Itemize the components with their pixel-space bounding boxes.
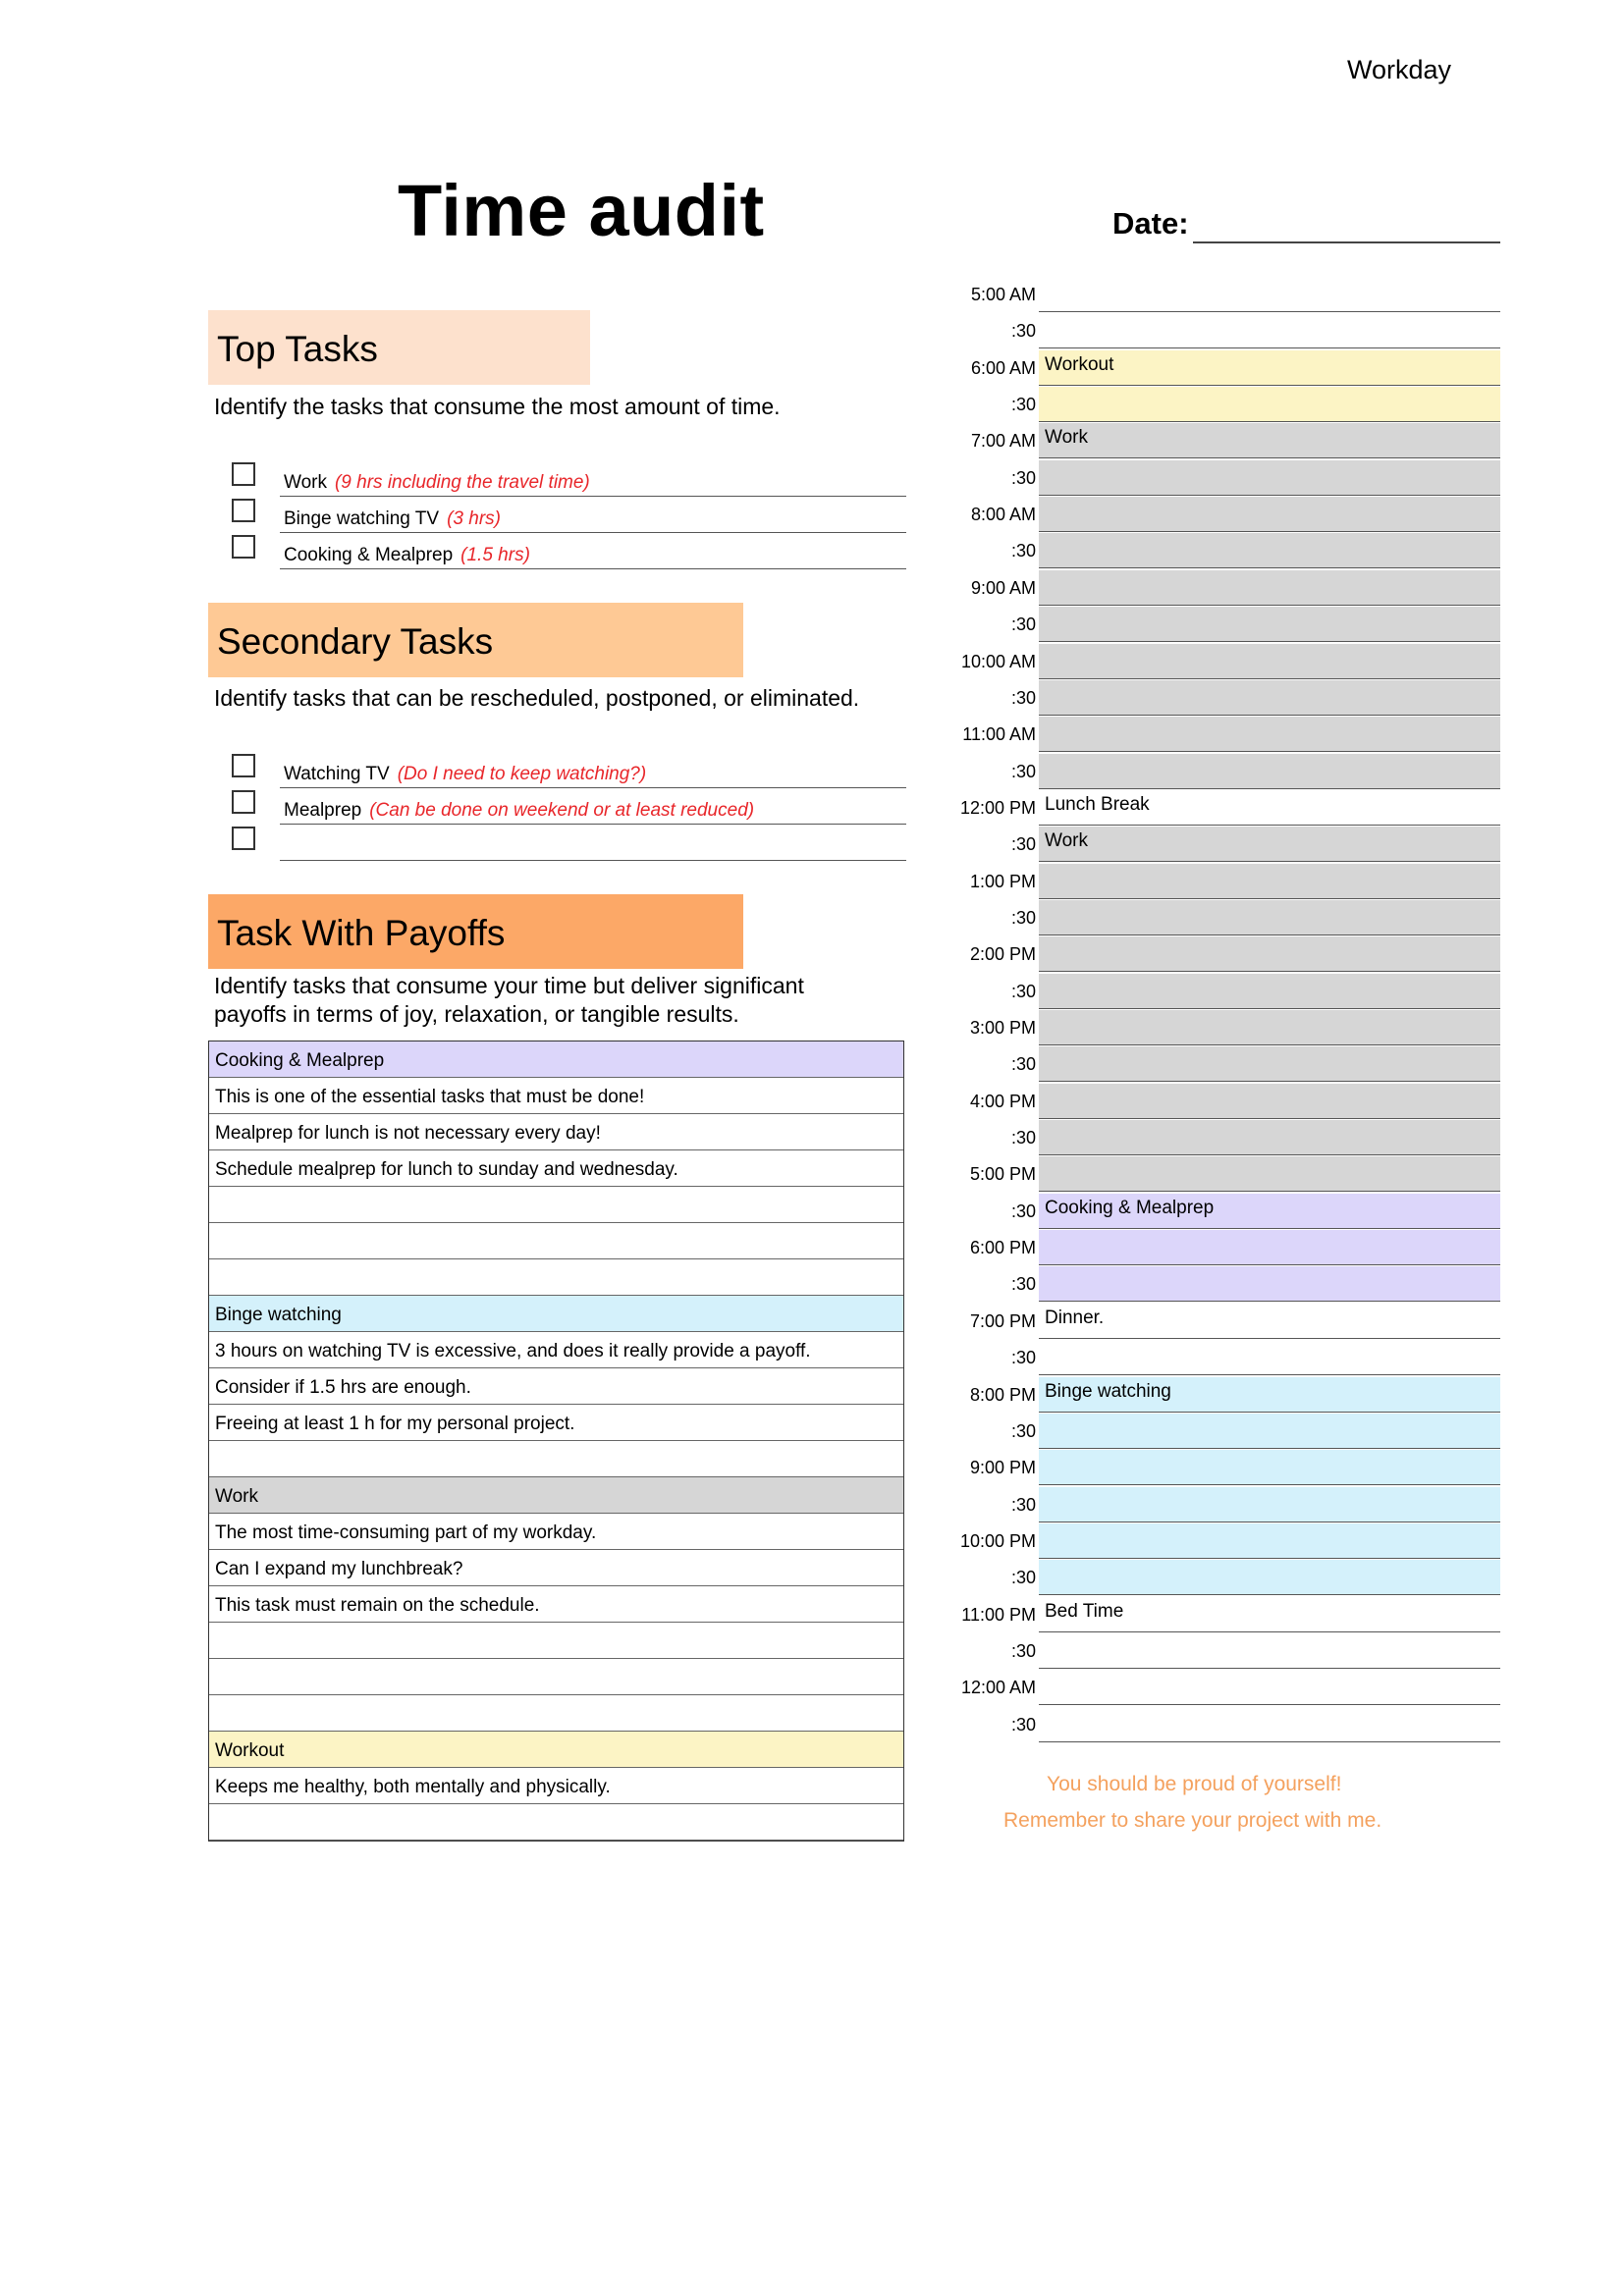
schedule-slot[interactable] [1039, 313, 1500, 348]
checklist-item-label: Watching TV [284, 764, 390, 784]
top-tasks-header: Top Tasks [208, 310, 590, 385]
schedule-slot[interactable]: Cooking & Mealprep [1039, 1194, 1500, 1229]
time-label: 5:00 AM [970, 285, 1036, 304]
time-label: :30 [1010, 687, 1036, 708]
payoffs-header: Task With Payoffs [208, 894, 743, 969]
secondary-tasks-header: Secondary Tasks [208, 603, 743, 677]
schedule-slot[interactable] [1039, 1266, 1500, 1302]
checkbox[interactable] [232, 827, 255, 850]
time-label: 7:00 PM [969, 1310, 1036, 1331]
time-label: :30 [1010, 395, 1036, 415]
schedule-slot[interactable] [1039, 1707, 1500, 1742]
time-label: 11:00 AM [962, 724, 1036, 745]
schedule-slot[interactable] [1039, 570, 1500, 606]
time-label: :30 [1010, 1568, 1036, 1588]
time-label: 7:00 AM [970, 431, 1036, 452]
schedule-slot[interactable] [1039, 680, 1500, 716]
payoff-note-row[interactable]: Keeps me healthy, both mentally and physically. [209, 1768, 903, 1804]
checklist-item-note: (Do I need to keep watching?) [397, 764, 647, 784]
schedule-slot[interactable]: Work [1039, 423, 1500, 458]
time-label: :30 [1010, 907, 1036, 928]
time-label: 12:00 AM [960, 1678, 1036, 1698]
time-label: 1:00 PM [969, 871, 1036, 891]
footer-line-2: Remember to share your project with me. [1003, 1809, 1382, 1832]
schedule-slot[interactable] [1039, 1560, 1500, 1595]
checkbox[interactable] [232, 462, 255, 486]
checklist-item-line[interactable] [280, 535, 906, 569]
schedule-slot[interactable]: Bed Time [1039, 1597, 1500, 1632]
schedule-slot[interactable] [1039, 974, 1500, 1009]
schedule-slot[interactable] [1039, 607, 1500, 642]
payoff-note-row[interactable]: Freeing at least 1 h for my personal project. [209, 1405, 903, 1441]
payoff-note-row[interactable]: Mealprep for lunch is not necessary every day! [209, 1114, 903, 1150]
schedule-slot[interactable] [1039, 1633, 1500, 1669]
schedule-slot[interactable] [1039, 1120, 1500, 1155]
checklist-item-note: (9 hrs including the travel time) [334, 472, 590, 493]
checklist-item [232, 462, 906, 499]
schedule-slot[interactable] [1039, 1084, 1500, 1119]
time-label: 4:00 PM [969, 1091, 1036, 1111]
checklist-item-line[interactable] [280, 754, 906, 788]
checklist-item [232, 754, 906, 790]
payoff-category-row[interactable]: Work [209, 1477, 903, 1514]
checklist-item-line[interactable] [280, 499, 906, 533]
time-label: :30 [1010, 1274, 1036, 1295]
time-label: 8:00 AM [970, 505, 1036, 525]
schedule-slot[interactable] [1039, 754, 1500, 789]
checkbox[interactable] [232, 499, 255, 522]
schedule-slot[interactable] [1039, 460, 1500, 496]
payoffs-table [208, 1041, 904, 1842]
payoff-category-row[interactable]: Cooking & Mealprep [209, 1041, 903, 1078]
schedule-slot[interactable] [1039, 1156, 1500, 1192]
schedule-slot[interactable] [1039, 497, 1500, 532]
checklist-item-label: Cooking & Mealprep [284, 545, 454, 565]
time-label: 10:00 PM [959, 1530, 1036, 1551]
time-label: :30 [1010, 1054, 1036, 1075]
time-label: :30 [1010, 1420, 1036, 1441]
schedule-slot[interactable]: Work [1039, 827, 1500, 862]
payoff-note-row[interactable] [209, 1187, 903, 1223]
checklist-item-note: (Can be done on weekend or at least reduced) [369, 800, 755, 821]
schedule-slot[interactable]: Dinner. [1039, 1304, 1500, 1339]
checklist-item-label: Mealprep [284, 800, 362, 821]
time-label: 12:00 PM [959, 797, 1036, 818]
time-label: 5:00 PM [969, 1164, 1036, 1185]
time-label: :30 [1010, 1714, 1036, 1735]
payoff-note-row[interactable]: Can I expand my lunchbreak? [209, 1550, 903, 1586]
schedule-slot[interactable] [1039, 900, 1500, 935]
schedule-slot[interactable] [1039, 1414, 1500, 1449]
schedule-slot[interactable] [1039, 533, 1500, 568]
date-label: Date: [1112, 206, 1189, 240]
schedule-slot[interactable] [1039, 644, 1500, 679]
time-label: :30 [1010, 1494, 1036, 1515]
checklist-item-note: (3 hrs) [447, 508, 501, 529]
time-label: 2:00 PM [969, 944, 1036, 965]
schedule-slot[interactable] [1039, 1230, 1500, 1265]
payoff-note-row[interactable]: Schedule mealprep for lunch to sunday and wednesday. [209, 1150, 903, 1187]
top-tasks-description: Identify the tasks that consume the most amount of time. [214, 394, 781, 419]
checklist-item [232, 827, 906, 863]
time-label: 11:00 PM [961, 1604, 1036, 1625]
time-label: 8:00 PM [969, 1384, 1036, 1405]
checkbox[interactable] [232, 790, 255, 814]
payoff-note-row[interactable] [209, 1695, 903, 1732]
time-label: 6:00 PM [969, 1238, 1036, 1258]
time-label: :30 [1010, 614, 1036, 635]
schedule-slot[interactable] [1039, 1010, 1500, 1045]
time-label: 6:00 AM [970, 357, 1036, 378]
schedule-slot[interactable]: Workout [1039, 350, 1500, 386]
payoff-note-row[interactable] [209, 1659, 903, 1695]
checklist-item [232, 499, 906, 535]
checklist-item-label: Work [284, 472, 327, 493]
schedule-slot[interactable] [1039, 1670, 1500, 1705]
time-label: :30 [1010, 1348, 1036, 1368]
payoff-note-row[interactable] [209, 1259, 903, 1296]
payoff-note-row[interactable] [209, 1223, 903, 1259]
time-label: :30 [1010, 1201, 1036, 1221]
date-field[interactable] [1193, 241, 1500, 243]
time-label: 3:00 PM [969, 1018, 1036, 1038]
schedule-slot[interactable] [1039, 1523, 1500, 1559]
time-label: :30 [1010, 981, 1036, 1001]
time-label: :30 [1010, 321, 1036, 342]
time-label: :30 [1010, 1128, 1036, 1148]
schedule-slot[interactable] [1039, 387, 1500, 422]
payoff-category-row[interactable]: Workout [209, 1732, 903, 1768]
checklist-item-line[interactable] [280, 827, 906, 861]
schedule-slot[interactable]: Lunch Break [1039, 790, 1500, 826]
checklist-item [232, 790, 906, 827]
schedule-slot[interactable] [1039, 277, 1500, 312]
checkbox[interactable] [232, 754, 255, 777]
schedule-slot[interactable]: Binge watching [1039, 1377, 1500, 1413]
schedule-slot[interactable] [1039, 1340, 1500, 1375]
payoff-note-row[interactable]: This task must remain on the schedule. [209, 1586, 903, 1623]
checklist-item-line[interactable] [280, 462, 906, 497]
payoffs-description-line1: Identify tasks that consume your time but deliver significant [214, 973, 804, 998]
time-label: :30 [1010, 834, 1036, 855]
checklist-item-line[interactable] [280, 790, 906, 825]
checkbox[interactable] [232, 535, 255, 559]
time-label: :30 [1010, 761, 1036, 781]
time-label: :30 [1010, 1640, 1036, 1661]
page-tag: Workday [1347, 55, 1452, 84]
time-label: :30 [1010, 467, 1036, 488]
schedule-slot[interactable] [1039, 1450, 1500, 1485]
time-label: :30 [1010, 541, 1036, 561]
payoff-note-row[interactable]: Consider if 1.5 hrs are enough. [209, 1368, 903, 1405]
schedule-slot[interactable] [1039, 936, 1500, 972]
checklist-item-label: Binge watching TV [284, 508, 440, 529]
secondary-tasks-description: Identify tasks that can be rescheduled, postponed, or eliminated. [214, 685, 860, 711]
checklist-item [232, 535, 906, 571]
schedule-slot[interactable] [1039, 717, 1500, 752]
payoff-note-row[interactable] [209, 1804, 903, 1841]
payoff-note-row[interactable] [209, 1623, 903, 1659]
time-label: 9:00 PM [969, 1458, 1036, 1478]
page-title: Time audit [398, 170, 765, 251]
time-label: 10:00 AM [960, 651, 1036, 671]
footer-line-1: You should be proud of yourself! [1047, 1773, 1342, 1795]
payoff-note-row[interactable] [209, 1441, 903, 1477]
payoff-note-row[interactable]: This is one of the essential tasks that must be done! [209, 1078, 903, 1114]
time-label: 9:00 AM [970, 577, 1036, 598]
schedule-slot[interactable] [1039, 1046, 1500, 1082]
payoff-note-row[interactable]: 3 hours on watching TV is excessive, and does it really provide a payoff. [209, 1332, 903, 1368]
checklist-item-note: (1.5 hrs) [460, 545, 530, 565]
payoffs-description-line2: payoffs in terms of joy, relaxation, or tangible results. [214, 1001, 739, 1027]
schedule-slot[interactable] [1039, 864, 1500, 899]
payoff-note-row[interactable]: The most time-consuming part of my workday. [209, 1514, 903, 1550]
payoff-category-row[interactable]: Binge watching [209, 1296, 903, 1332]
schedule-slot[interactable] [1039, 1487, 1500, 1522]
